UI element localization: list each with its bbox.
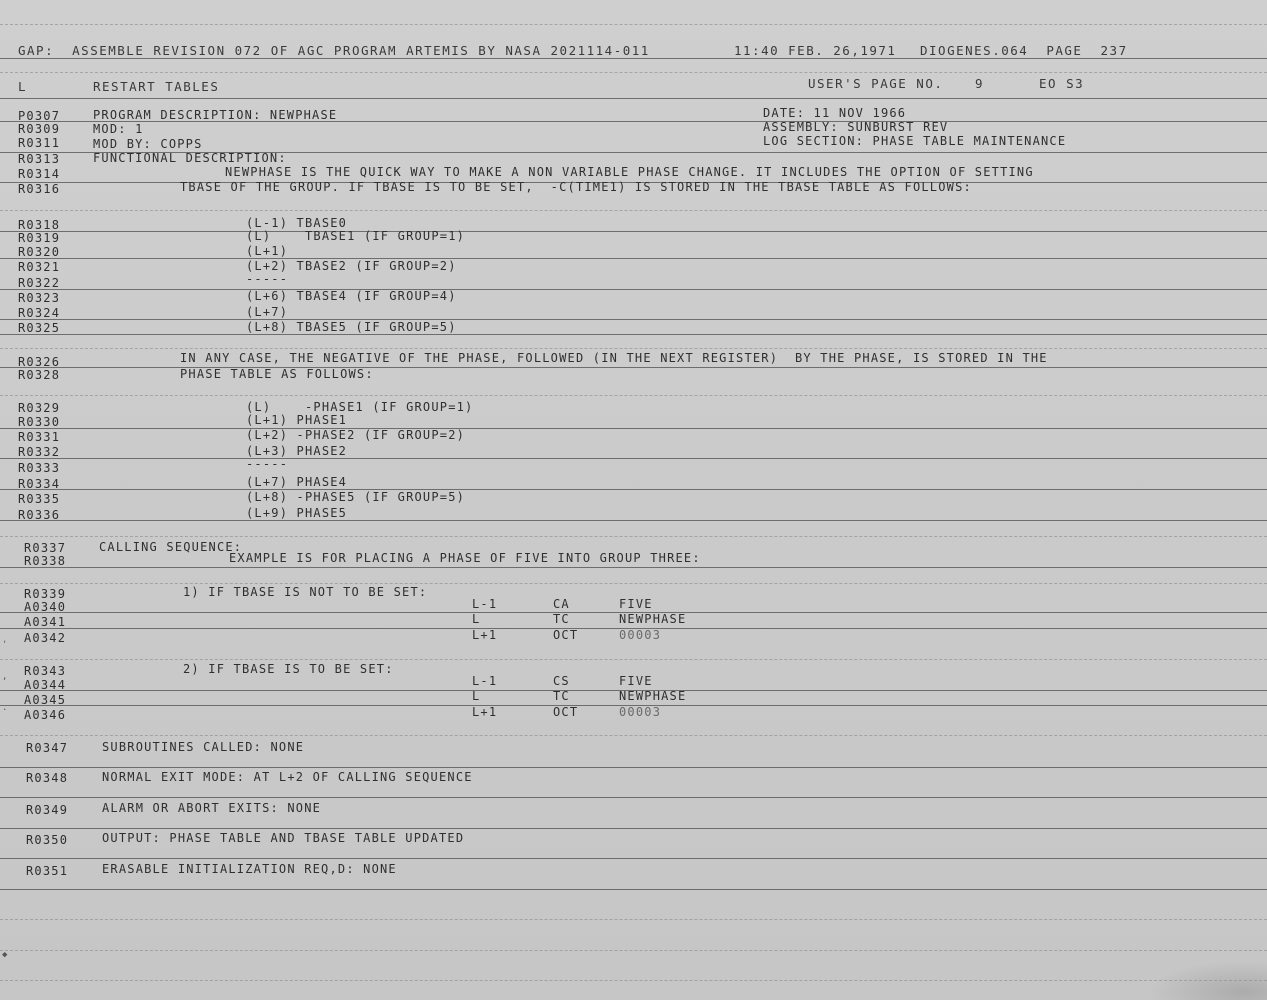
line-number: R0351 bbox=[26, 864, 69, 878]
line-number: R0331 bbox=[18, 430, 61, 444]
line-number: A0340 bbox=[24, 600, 67, 614]
line-number: R0324 bbox=[18, 306, 61, 320]
comment-line: ALARM OR ABORT EXITS: NONE bbox=[102, 801, 322, 815]
line-number: A0344 bbox=[24, 678, 67, 692]
line-number: R0319 bbox=[18, 231, 61, 245]
line-number: R0337 bbox=[24, 541, 67, 555]
code-opcode: TC bbox=[553, 612, 570, 626]
code-label: L+1 bbox=[472, 705, 498, 719]
date-field: DATE: 11 NOV 1966 bbox=[763, 106, 907, 120]
comment-line: (L+2) TBASE2 (IF GROUP=2) bbox=[246, 259, 457, 273]
code-operand: 00003 bbox=[619, 628, 662, 642]
line-number: R0326 bbox=[18, 355, 61, 369]
line-number: R0335 bbox=[18, 492, 61, 506]
comment-line: (L+7) bbox=[246, 305, 289, 319]
users-page-number: 9 bbox=[975, 76, 985, 91]
line-number: R0332 bbox=[18, 445, 61, 459]
line-number: R0338 bbox=[24, 554, 67, 568]
comment-line: (L+9) PHASE5 bbox=[246, 506, 348, 520]
program-description: PROGRAM DESCRIPTION: NEWPHASE bbox=[93, 108, 338, 122]
comment-line: 2) IF TBASE IS TO BE SET: bbox=[183, 662, 394, 676]
line-number: R0328 bbox=[18, 368, 61, 382]
comment-line: (L+3) PHASE2 bbox=[246, 444, 348, 458]
code-operand: 00003 bbox=[619, 705, 662, 719]
margin-speck: , bbox=[2, 672, 8, 682]
line-number: A0342 bbox=[24, 631, 67, 645]
margin-speck: . bbox=[2, 703, 8, 713]
comment-line: NORMAL EXIT MODE: AT L+2 OF CALLING SEQUENCE bbox=[102, 770, 473, 784]
line-number: R0320 bbox=[18, 245, 61, 259]
code-operand: NEWPHASE bbox=[619, 612, 687, 626]
line-number: R0325 bbox=[18, 321, 61, 335]
code-opcode: TC bbox=[553, 689, 570, 703]
comment-line: NEWPHASE IS THE QUICK WAY TO MAKE A NON VARIABLE PHASE CHANGE. IT INCLUDES THE OPTION OF SETTING bbox=[225, 165, 1034, 179]
line-number: R0339 bbox=[24, 587, 67, 601]
comment-line: (L) TBASE1 (IF GROUP=1) bbox=[246, 229, 466, 243]
comment-line: (L) -PHASE1 (IF GROUP=1) bbox=[246, 400, 474, 414]
comment-line: ERASABLE INITIALIZATION REQ,D: NONE bbox=[102, 862, 397, 876]
code-opcode: CA bbox=[553, 597, 570, 611]
code-operand: FIVE bbox=[619, 597, 653, 611]
margin-speck: ◆ bbox=[2, 950, 8, 960]
comment-line: (L+8) TBASE5 (IF GROUP=5) bbox=[246, 320, 457, 334]
functional-description-heading: FUNCTIONAL DESCRIPTION: bbox=[93, 151, 287, 165]
line-number: R0311 bbox=[18, 136, 61, 150]
mod-field: MOD: 1 bbox=[93, 122, 144, 136]
line-number: R0329 bbox=[18, 401, 61, 415]
line-number: R0309 bbox=[18, 122, 61, 136]
comment-line: (L+6) TBASE4 (IF GROUP=4) bbox=[246, 289, 457, 303]
line-number: P0307 bbox=[18, 109, 61, 123]
code-label: L-1 bbox=[472, 674, 498, 688]
line-number: R0334 bbox=[18, 477, 61, 491]
comment-line: 1) IF TBASE IS NOT TO BE SET: bbox=[183, 585, 428, 599]
line-number: R0314 bbox=[18, 167, 61, 181]
calling-sequence-heading: CALLING SEQUENCE: bbox=[99, 540, 243, 554]
line-number: R0330 bbox=[18, 415, 61, 429]
comment-line: PHASE TABLE AS FOLLOWS: bbox=[180, 367, 374, 381]
code-opcode: CS bbox=[553, 674, 570, 688]
line-number: R0348 bbox=[26, 771, 69, 785]
code-label: L bbox=[472, 689, 481, 703]
line-number: A0341 bbox=[24, 615, 67, 629]
line-number: R0343 bbox=[24, 664, 67, 678]
comment-line: ----- bbox=[246, 457, 289, 471]
comment-line: EXAMPLE IS FOR PLACING A PHASE OF FIVE INTO GROUP THREE: bbox=[229, 551, 701, 565]
line-number: A0345 bbox=[24, 693, 67, 707]
line-number: R0350 bbox=[26, 833, 69, 847]
code-label: L-1 bbox=[472, 597, 498, 611]
comment-line: (L+2) -PHASE2 (IF GROUP=2) bbox=[246, 428, 466, 442]
comment-line: (L-1) TBASE0 bbox=[246, 216, 348, 230]
margin-speck: ' bbox=[2, 640, 8, 650]
mod-by-field: MOD BY: COPPS bbox=[93, 137, 203, 151]
line-number: R0349 bbox=[26, 803, 69, 817]
assembly-field: ASSEMBLY: SUNBURST REV bbox=[763, 120, 949, 134]
print-timestamp: 11:40 FEB. 26,1971 bbox=[734, 43, 897, 58]
page-number: DIOGENES.064 PAGE 237 bbox=[920, 43, 1128, 58]
log-section-field: LOG SECTION: PHASE TABLE MAINTENANCE bbox=[763, 134, 1067, 148]
line-number: R0336 bbox=[18, 508, 61, 522]
comment-line: TBASE OF THE GROUP. IF TBASE IS TO BE SET, -C(TIME1) IS STORED IN THE TBASE TABLE AS FOLLOWS: bbox=[180, 180, 972, 194]
code-opcode: OCT bbox=[553, 705, 579, 719]
comment-line: IN ANY CASE, THE NEGATIVE OF THE PHASE, FOLLOWED (IN THE NEXT REGISTER) BY THE PHASE, IS STORED IN THE bbox=[180, 351, 1048, 365]
users-page-label: USER'S PAGE NO. bbox=[808, 76, 944, 91]
code-opcode: OCT bbox=[553, 628, 579, 642]
code-label: L+1 bbox=[472, 628, 498, 642]
eo-tag: EO S3 bbox=[1039, 76, 1085, 91]
left-tag: L bbox=[18, 79, 28, 94]
comment-line: (L+8) -PHASE5 (IF GROUP=5) bbox=[246, 490, 466, 504]
line-number: R0321 bbox=[18, 260, 61, 274]
line-number: R0316 bbox=[18, 182, 61, 196]
paper-smudge bbox=[1147, 960, 1267, 1000]
assembly-banner: GAP: ASSEMBLE REVISION 072 OF AGC PROGRAM ARTEMIS BY NASA 2021114-011 bbox=[18, 43, 650, 58]
line-number: R0322 bbox=[18, 276, 61, 290]
comment-line: (L+1) PHASE1 bbox=[246, 413, 348, 427]
comment-line: ----- bbox=[246, 272, 289, 286]
comment-line: (L+7) PHASE4 bbox=[246, 475, 348, 489]
line-number: R0333 bbox=[18, 461, 61, 475]
code-operand: FIVE bbox=[619, 674, 653, 688]
line-number: R0347 bbox=[26, 741, 69, 755]
line-number: A0346 bbox=[24, 708, 67, 722]
comment-line: (L+1) bbox=[246, 244, 289, 258]
comment-line: OUTPUT: PHASE TABLE AND TBASE TABLE UPDATED bbox=[102, 831, 465, 845]
section-title: RESTART TABLES bbox=[93, 79, 220, 94]
code-operand: NEWPHASE bbox=[619, 689, 687, 703]
line-number: R0318 bbox=[18, 218, 61, 232]
code-label: L bbox=[472, 612, 481, 626]
line-number: R0313 bbox=[18, 152, 61, 166]
line-number: R0323 bbox=[18, 291, 61, 305]
comment-line: SUBROUTINES CALLED: NONE bbox=[102, 740, 305, 754]
